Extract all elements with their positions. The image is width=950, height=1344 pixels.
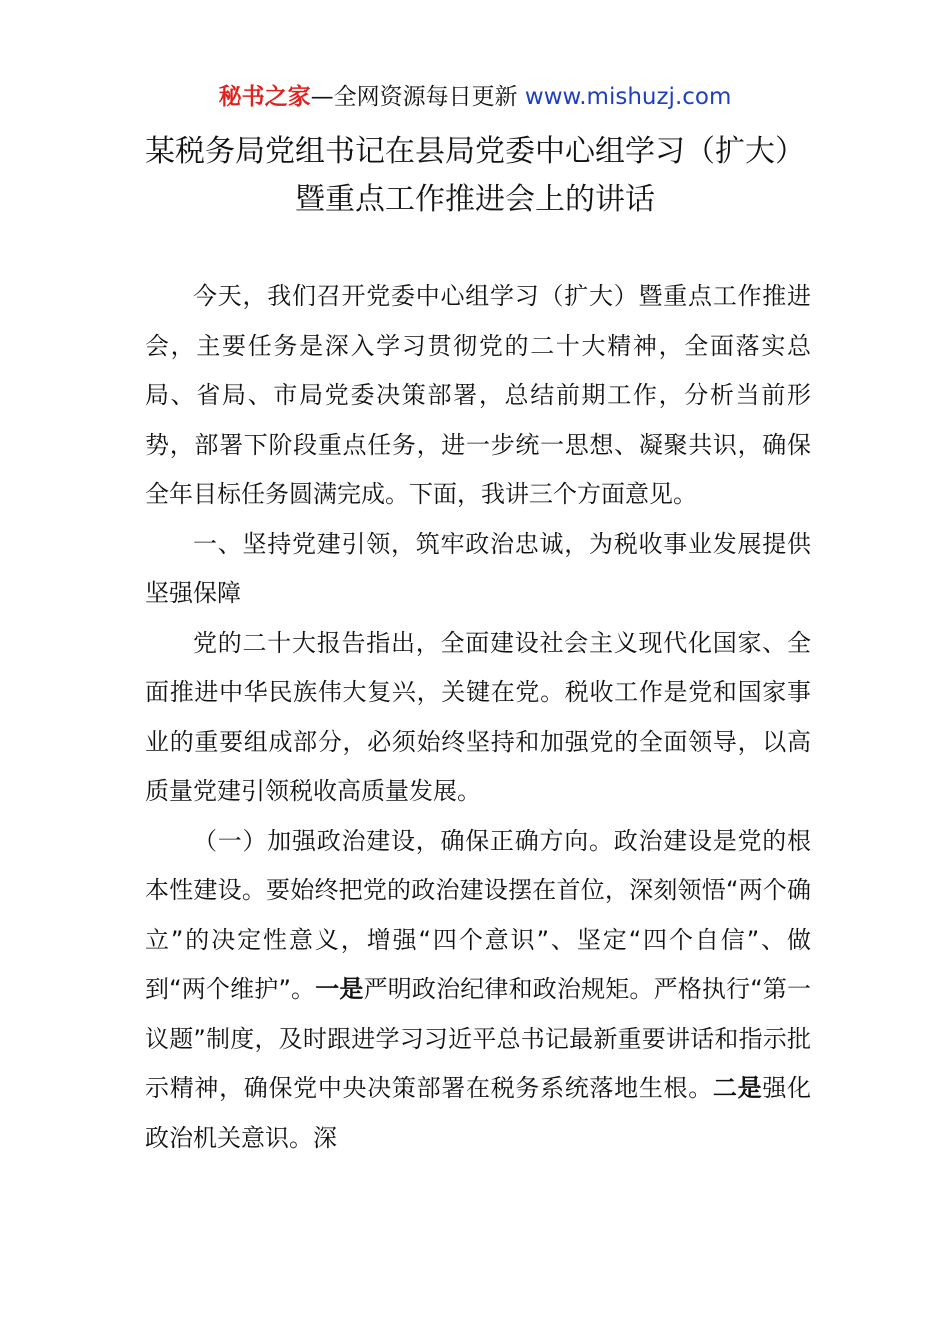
emphasis-first: 一是 [315, 975, 364, 1003]
document-title: 某税务局党组书记在县局党委中心组学习（扩大）暨重点工作推进会上的讲话 [145, 134, 805, 217]
paragraph-political-building [145, 817, 811, 1164]
site-brand: 秘书之家 [218, 84, 311, 110]
paragraph-intro: 今天，我们召开党委中心组学习（扩大）暨重点工作推进会，主要任务是深入学习贯彻党的二十大精神，全面落实总局、省局、市局党委决策部署，总结前期工作，分析当前形势，部署下阶段重点任务，进一步统一思想、凝聚共识，确保全年目标任务圆满完成。下面，我讲三个方面意见。 [145, 282, 811, 508]
site-header [0, 82, 950, 112]
paragraph-text: 严明政治纪律和政治规矩。严格执行“第一议题”制度，及时跟进学习习近平总书记最新重要讲话和指示批示精神，确保党中央决策部署在税务系统落地生根。 [145, 975, 812, 1102]
paragraph-section-1-intro: 党的二十大报告指出，全面建设社会主义现代化国家、全面推进中华民族伟大复兴，关键在党。税收工作是党和国家事业的重要组成部分，必须始终坚持和加强党的全面领导，以高质量党建引领税收高质量发展。 [145, 628, 811, 805]
site-tagline: —全网资源每日更新 [310, 84, 525, 110]
emphasis-second: 二是 [712, 1074, 763, 1102]
section-heading-1: 一、坚持党建引领，筑牢政治忠诚，为税收事业发展提供坚强保障 [145, 529, 811, 607]
paragraph-text: （一）加强政治建设，确保正确方向。政治建设是党的根本性建设。要始终把党的政治建设摆在首位，深刻领悟“两个确立”的决定性意义，增强“四个意识”、坚定“四个自信”、做到“两个维护”。 [145, 826, 811, 1003]
paragraph-text: 强化政治机关意识。深 [145, 1074, 812, 1152]
site-url-link[interactable]: www.mishuzj.com [524, 84, 732, 110]
document-body [145, 272, 811, 1163]
